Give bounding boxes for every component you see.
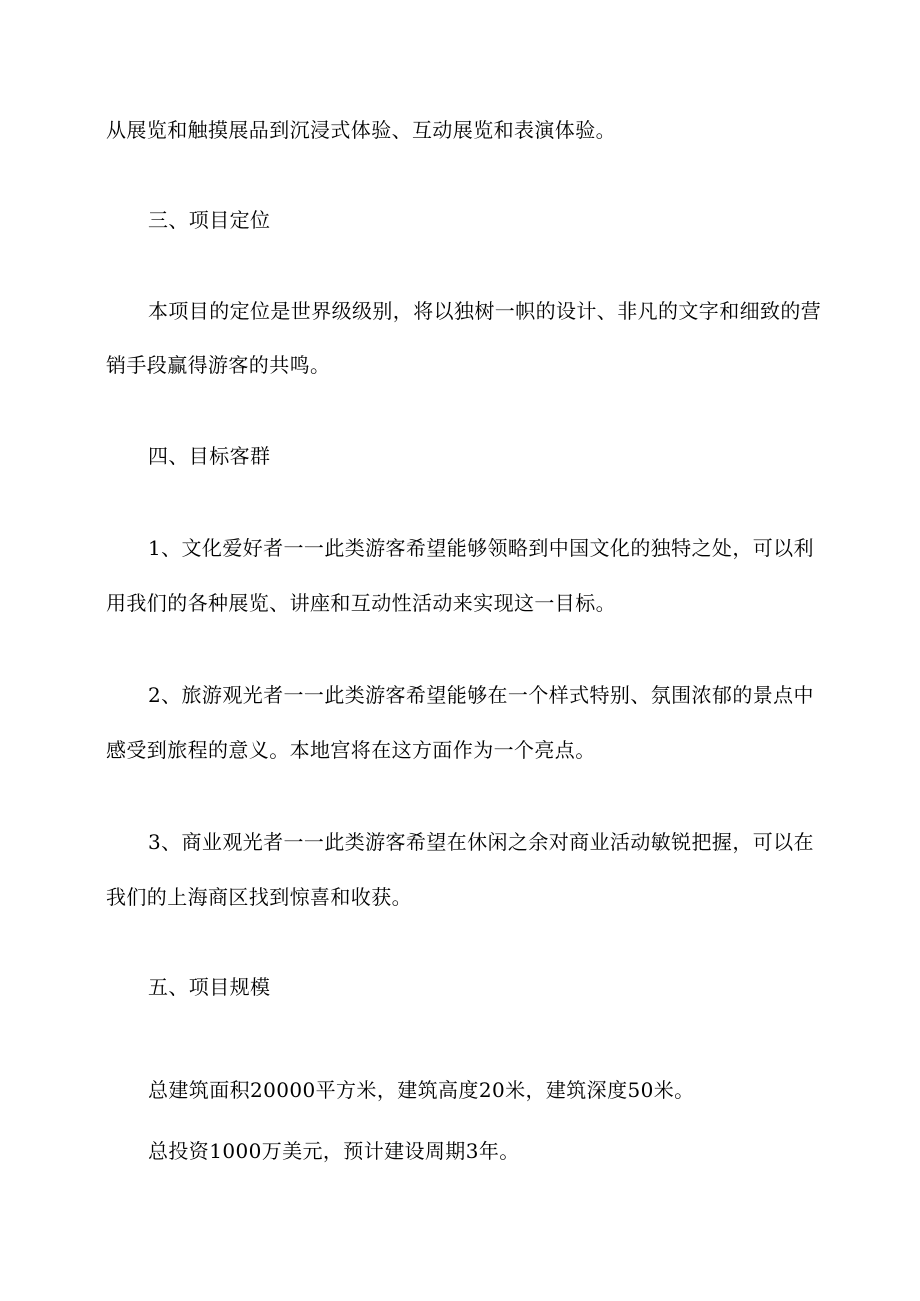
audience-item-2-line-1: 2、旅游观光者一一此类游客希望能够在一个样式特别、氛围浓郁的景点中 bbox=[148, 683, 814, 707]
section-heading-positioning: 三、项目定位 bbox=[148, 208, 271, 232]
audience-item-2-line-2: 感受到旅程的意义。本地宫将在这方面作为一个亮点。 bbox=[106, 738, 596, 762]
paragraph-positioning-line-1: 本项目的定位是世界级级别，将以独树一帜的设计、非凡的文字和细致的营 bbox=[148, 299, 822, 323]
audience-item-1-line-1: 1、文化爱好者一一此类游客希望能够领略到中国文化的独特之处，可以利 bbox=[148, 536, 814, 560]
section-heading-project-scale: 五、项目规模 bbox=[148, 975, 271, 999]
section-heading-target-audience: 四、目标客群 bbox=[148, 444, 271, 468]
scale-area-line: 总建筑面积20000平方米，建筑高度20米，建筑深度50米。 bbox=[148, 1078, 695, 1102]
audience-item-3-line-1: 3、商业观光者一一此类游客希望在休闲之余对商业活动敏锐把握，可以在 bbox=[148, 830, 814, 854]
scale-investment-line: 总投资1000万美元，预计建设周期3年。 bbox=[148, 1139, 520, 1163]
paragraph-continuation-line: 从展览和触摸展品到沉浸式体验、互动展览和表演体验。 bbox=[106, 118, 616, 142]
paragraph-positioning-line-2: 销手段赢得游客的共鸣。 bbox=[106, 353, 331, 377]
audience-item-3-line-2: 我们的上海商区找到惊喜和收获。 bbox=[106, 885, 412, 909]
audience-item-1-line-2: 用我们的各种展览、讲座和互动性活动来实现这一目标。 bbox=[106, 591, 616, 615]
